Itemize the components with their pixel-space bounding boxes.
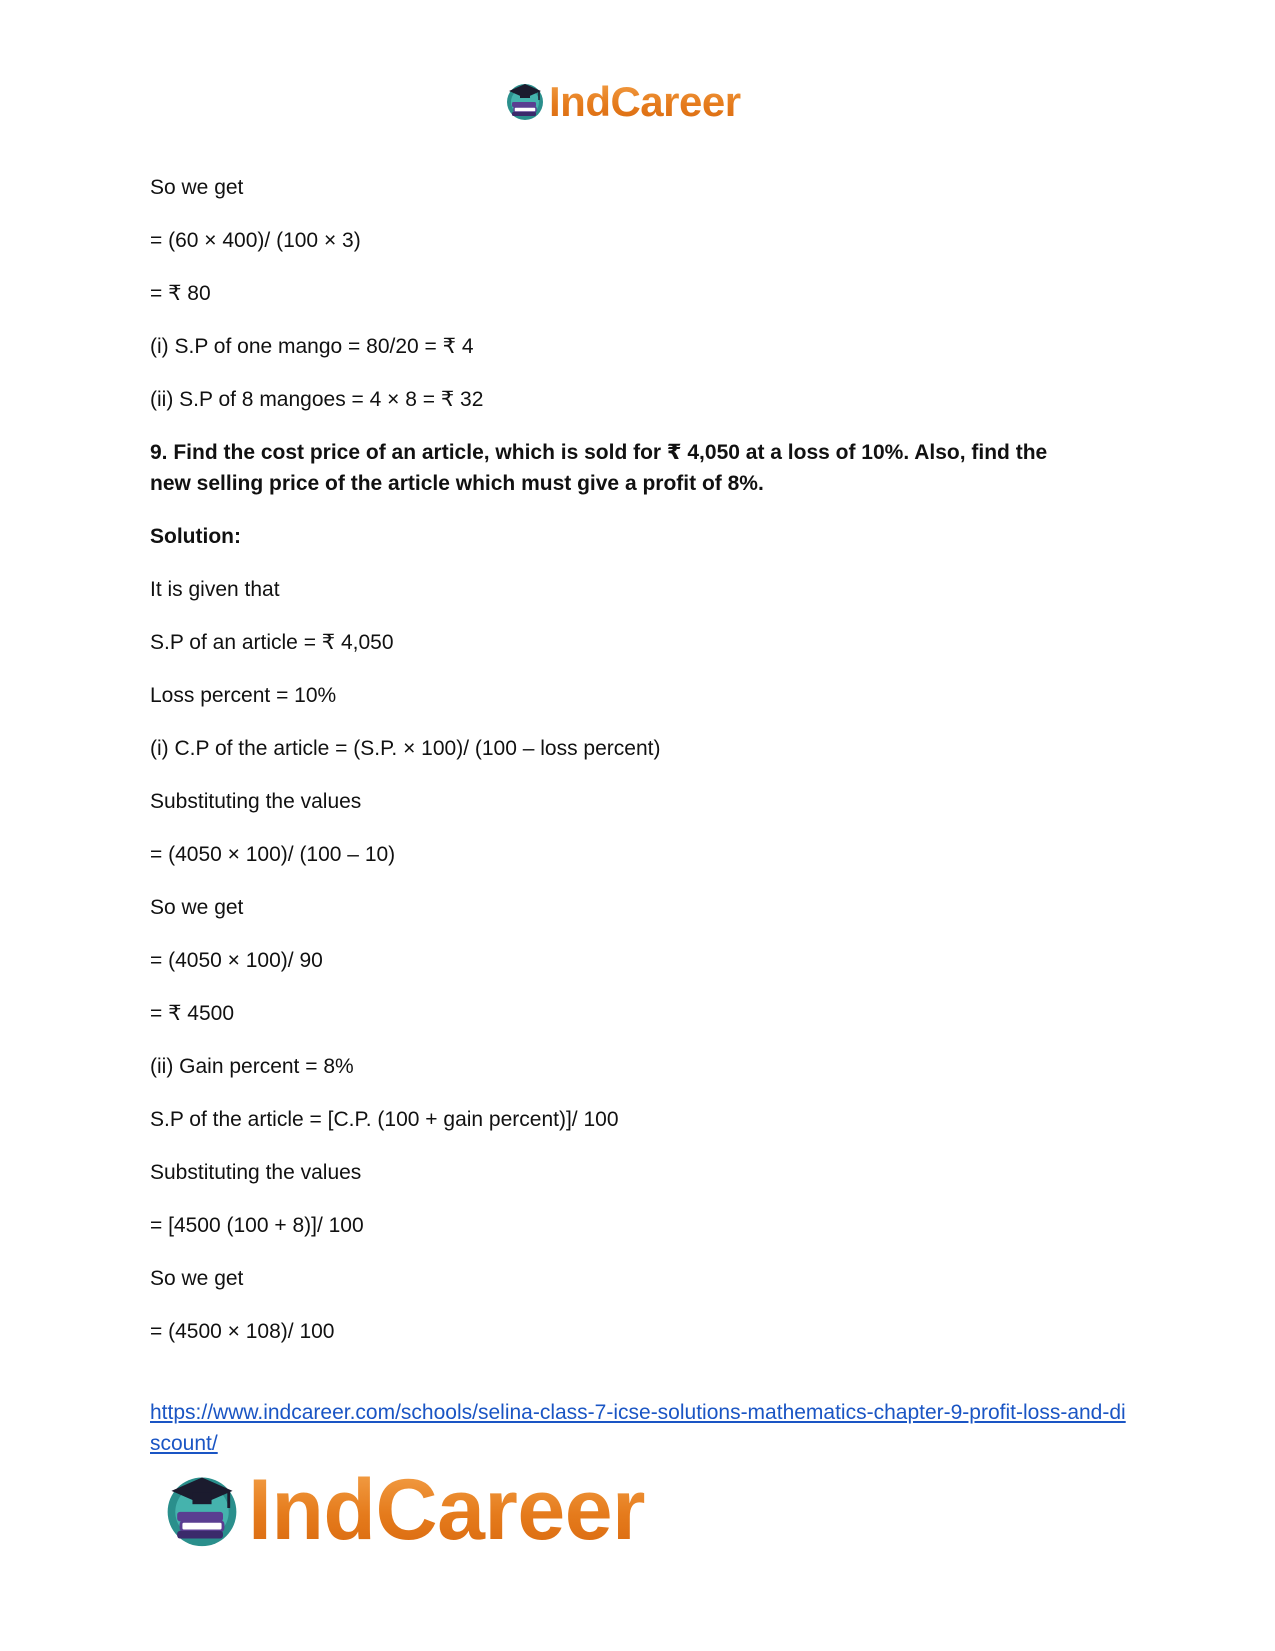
solution-line: = [4500 (100 + 8)]/ 100 <box>150 1214 364 1237</box>
solution-line: S.P of an article = ₹ 4,050 <box>150 631 394 654</box>
text-line: = ₹ 80 <box>150 282 211 305</box>
brand-wordmark: IndCareer <box>248 1462 645 1558</box>
document-body <box>150 172 1130 1347</box>
header-logo <box>503 78 741 126</box>
footer-logo <box>160 1462 645 1558</box>
solution-line: S.P of the article = [C.P. (100 + gain percent)]/ 100 <box>150 1108 619 1131</box>
solution-line: Substituting the values <box>150 1161 362 1184</box>
indcareer-emblem-icon <box>503 78 547 127</box>
source-url-link[interactable]: https://www.indcareer.com/schools/selina-class-7-icse-solutions-mathematics-chapter-9-profit-loss-and-discount/ <box>150 1401 1126 1455</box>
solution-line: = (4050 × 100)/ (100 – 10) <box>150 843 396 866</box>
solution-line: Loss percent = 10% <box>150 684 337 707</box>
solution-line: = (4050 × 100)/ 90 <box>150 949 323 972</box>
solution-line: (ii) Gain percent = 8% <box>150 1055 354 1078</box>
brand-wordmark: IndCareer <box>549 78 741 125</box>
solution-line: = ₹ 4500 <box>150 1002 235 1025</box>
question-heading: 9. Find the cost price of an article, which is sold for ₹ 4,050 at a loss of 10%. Also, find the new selling price of the article which must give a profit of 8%. <box>150 441 1048 495</box>
text-line: = (60 × 400)/ (100 × 3) <box>150 229 361 252</box>
solution-label: Solution: <box>150 525 241 548</box>
solution-line: = (4500 × 108)/ 100 <box>150 1320 335 1343</box>
solution-line: (i) C.P of the article = (S.P. × 100)/ (100 – loss percent) <box>150 737 661 760</box>
solution-line: Substituting the values <box>150 790 362 813</box>
solution-line: It is given that <box>150 578 280 601</box>
solution-line: So we get <box>150 1267 244 1290</box>
indcareer-emblem-icon <box>160 1466 244 1555</box>
text-line: So we get <box>150 176 244 199</box>
text-line: (i) S.P of one mango = 80/20 = ₹ 4 <box>150 335 474 358</box>
text-line: (ii) S.P of 8 mangoes = 4 × 8 = ₹ 32 <box>150 388 484 411</box>
solution-line: So we get <box>150 896 244 919</box>
